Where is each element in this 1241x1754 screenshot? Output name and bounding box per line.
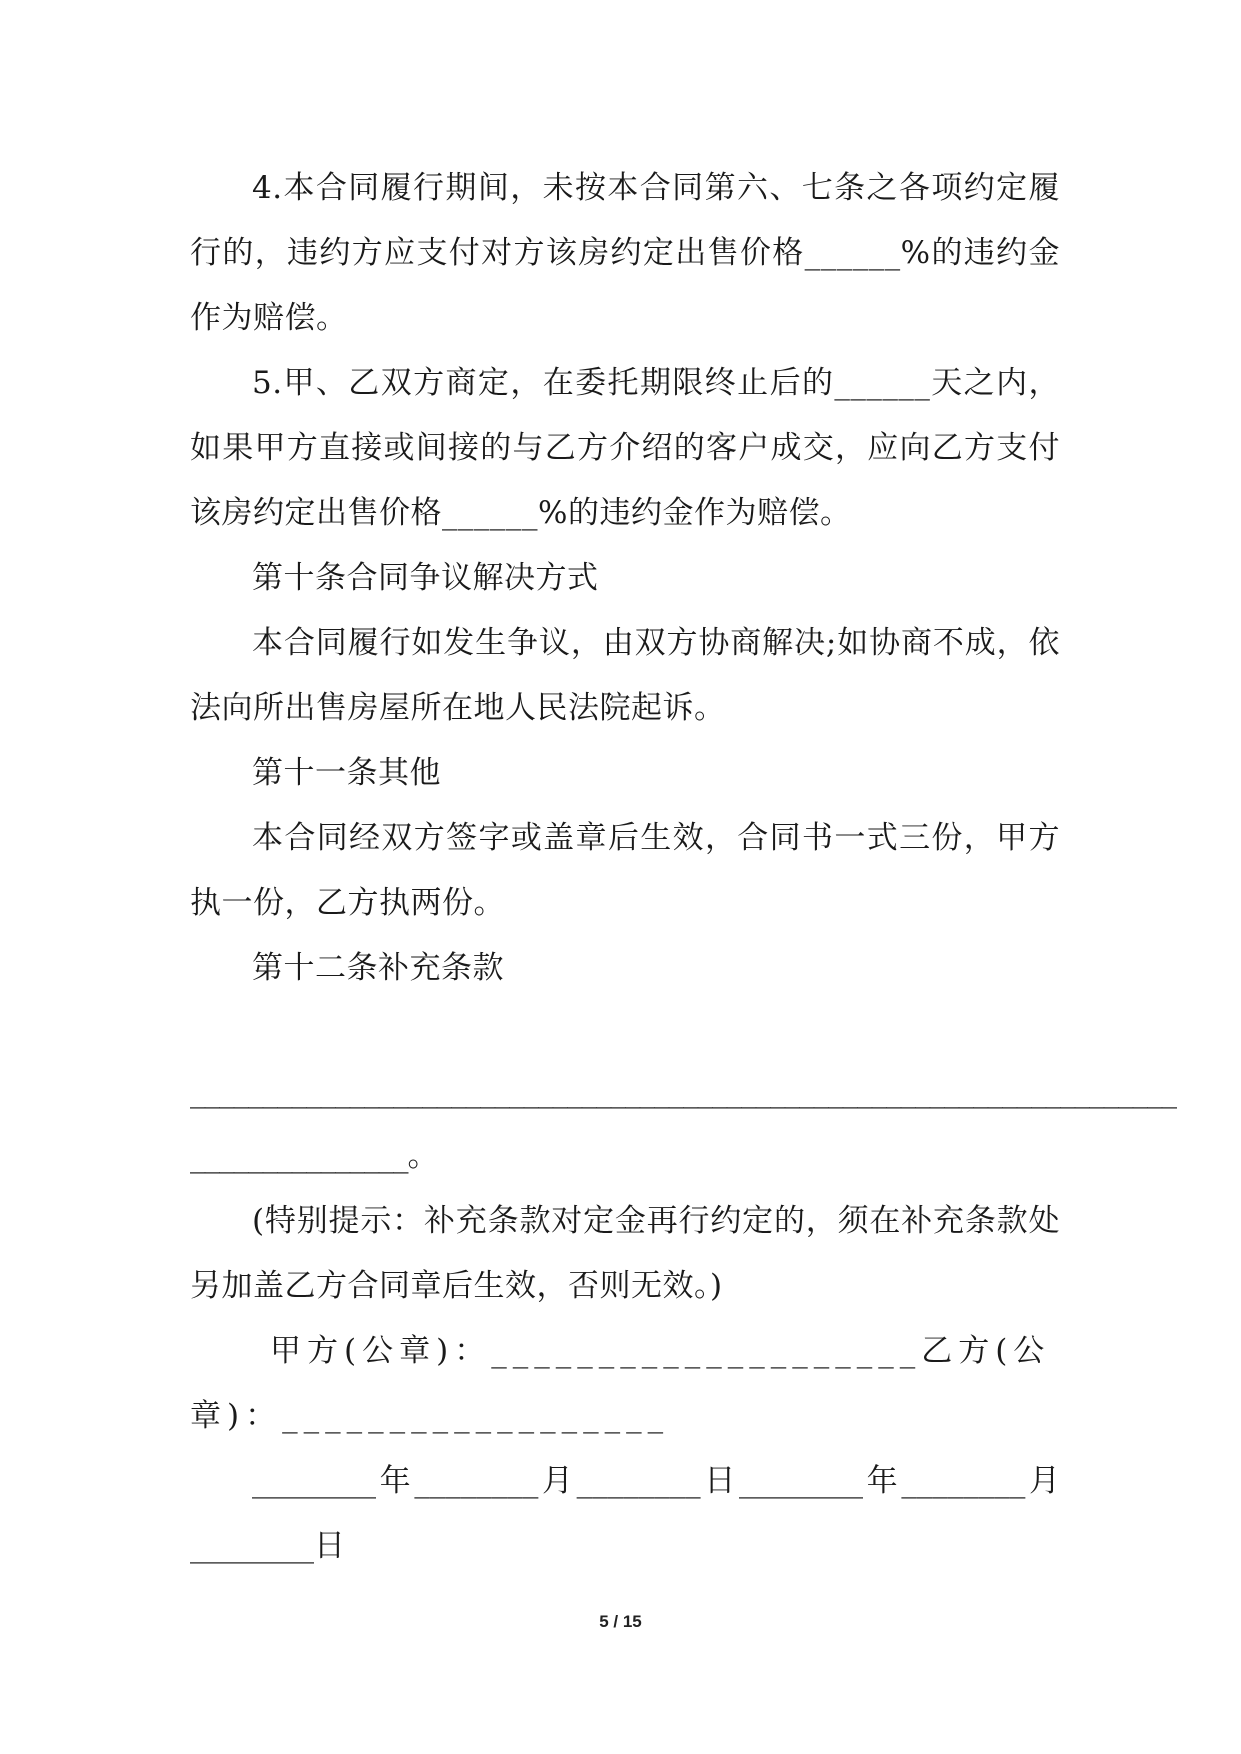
clause-4-paragraph: 4.本合同履行期间，未按本合同第六、七条之各项约定履行的，违约方应支付对方该房约定出售价格______%的违约金作为赔偿。 bbox=[190, 170, 1060, 336]
signature-line: 甲方(公章)：____________________乙方(公章)：__________________ bbox=[190, 1333, 1051, 1434]
supplement-blank-line-1: ____________________________________________________________________ bbox=[190, 1073, 1176, 1109]
article-11-paragraph: 本合同经双方签字或盖章后生效，合同书一式三份，甲方执一份，乙方执两份。 bbox=[190, 820, 1060, 921]
article-11-heading: 第十一条其他 bbox=[252, 755, 441, 791]
supplement-blank-line-2: _______________。 bbox=[190, 1138, 438, 1174]
page-number: 5 / 15 bbox=[599, 1612, 642, 1631]
date-line: ________年________月________日________年________月________日 bbox=[190, 1463, 1060, 1564]
article-12-heading: 第十二条补充条款 bbox=[252, 950, 504, 986]
blank-space bbox=[190, 1001, 1060, 1059]
document-body bbox=[190, 156, 1176, 1579]
clause-5-paragraph: 5.甲、乙双方商定，在委托期限终止后的______天之内，如果甲方直接或间接的与乙方介绍的客户成交，应向乙方支付该房约定出售价格______%的违约金作为赔偿。 bbox=[190, 365, 1060, 531]
article-10-paragraph: 本合同履行如发生争议，由双方协商解决;如协商不成，依法向所出售房屋所在地人民法院起诉。 bbox=[190, 625, 1060, 726]
special-note-paragraph: (特别提示：补充条款对定金再行约定的，须在补充条款处另加盖乙方合同章后生效，否则无效。) bbox=[190, 1203, 1060, 1304]
article-10-heading: 第十条合同争议解决方式 bbox=[252, 560, 599, 596]
